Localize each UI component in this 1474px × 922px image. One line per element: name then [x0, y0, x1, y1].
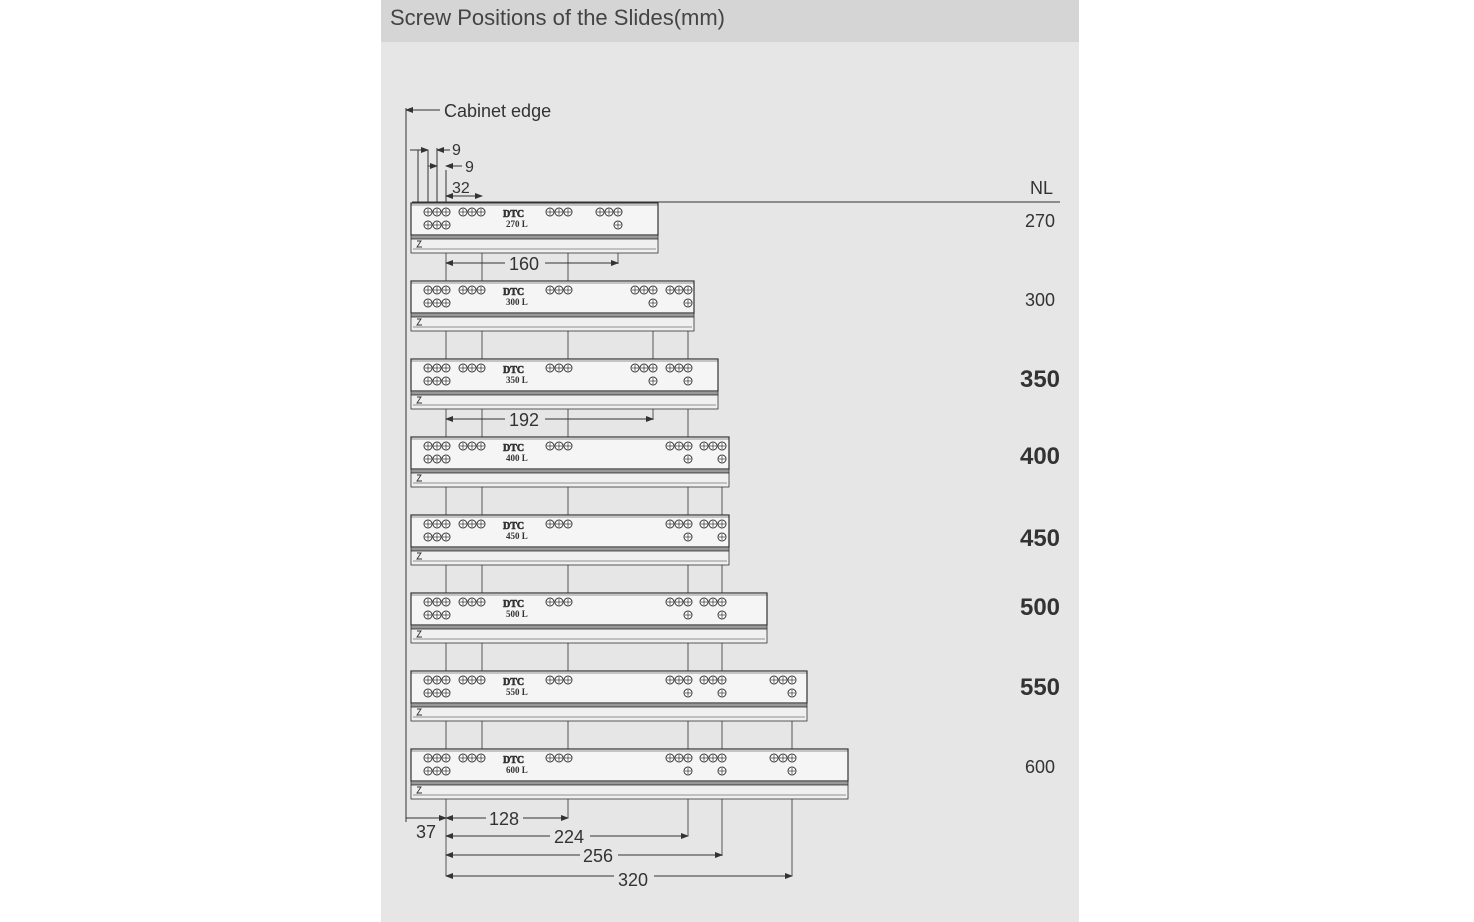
dim-256: 256: [583, 846, 614, 866]
cabinet-edge-label: Cabinet edge: [444, 101, 552, 121]
slide-lower-member: [411, 785, 848, 799]
slide-300: [411, 281, 694, 331]
top-dimensions: [410, 142, 482, 205]
dim-128: 128: [489, 809, 520, 829]
nl-value-550: 550: [1019, 674, 1061, 701]
slide-model-500: 500 L: [506, 609, 528, 619]
slide-lower-member: [411, 239, 658, 253]
slide-270: [411, 203, 658, 253]
slide-model-600: 600 L: [506, 765, 528, 775]
slide-brand-400: DTC: [503, 443, 525, 454]
slide-400: [411, 437, 729, 487]
slide-model-400: 400 L: [506, 453, 528, 463]
slide-model-300: 300 L: [506, 297, 528, 307]
slide-rail: [411, 547, 729, 551]
slide-model-270: 270 L: [506, 219, 528, 229]
slide-lower-member: [411, 629, 767, 643]
nl-value-300: 300: [1024, 290, 1056, 310]
slide-450: [411, 515, 729, 565]
nl-value-450: 450: [1019, 525, 1061, 552]
slide-600: [411, 749, 848, 799]
dim-top-32: 32: [452, 180, 470, 197]
nl-value-500: 500: [1019, 594, 1061, 621]
slide-500: [411, 593, 767, 643]
dim-192: [446, 410, 653, 430]
dim-160-label: 160: [509, 254, 540, 274]
slide-body: [411, 515, 729, 547]
slide-lower-member: [411, 395, 718, 409]
slide-lower-member: [411, 473, 729, 487]
slide-rail: [411, 469, 729, 473]
slide-brand-350: DTC: [503, 365, 525, 376]
slide-brand-450: DTC: [503, 521, 525, 532]
slide-model-350: 350 L: [506, 375, 528, 385]
slide-body: [411, 203, 658, 235]
slides: [411, 203, 1060, 799]
nl-header: NL: [1030, 178, 1054, 198]
dim-top-9b: 9: [465, 159, 474, 176]
nl-value-400: 400: [1019, 443, 1061, 470]
slide-350: [411, 359, 718, 409]
slide-lower-member: [411, 317, 694, 331]
dim-192-label: 192: [509, 410, 540, 430]
slide-model-550: 550 L: [506, 687, 528, 697]
slide-brand-300: DTC: [503, 287, 525, 298]
dim-224: 224: [554, 827, 585, 847]
slide-body: [411, 437, 729, 469]
slide-model-450: 450 L: [506, 531, 528, 541]
slide-brand-550: DTC: [503, 677, 525, 688]
dim-top-9a: 9: [452, 142, 461, 159]
slide-rail: [411, 391, 718, 395]
slide-rail: [411, 781, 848, 785]
slide-brand-500: DTC: [503, 599, 525, 610]
dim-37: 37: [416, 822, 437, 842]
slide-brand-270: DTC: [503, 209, 525, 220]
slide-body: [411, 359, 718, 391]
slide-rail: [411, 235, 658, 239]
slide-brand-600: DTC: [503, 755, 525, 766]
slide-rail: [411, 625, 767, 629]
slide-rail: [411, 313, 694, 317]
page-title: Screw Positions of the Slides(mm): [390, 5, 725, 30]
slide-550: [411, 671, 807, 721]
bottom-dimensions: [406, 809, 792, 890]
slide-lower-member: [411, 551, 729, 565]
dim-160: [446, 254, 618, 274]
nl-value-350: 350: [1019, 366, 1061, 393]
nl-value-600: 600: [1024, 757, 1056, 777]
nl-value-270: 270: [1024, 211, 1056, 231]
slide-lower-member: [411, 707, 807, 721]
slide-rail: [411, 703, 807, 707]
dim-320: 320: [618, 870, 649, 890]
